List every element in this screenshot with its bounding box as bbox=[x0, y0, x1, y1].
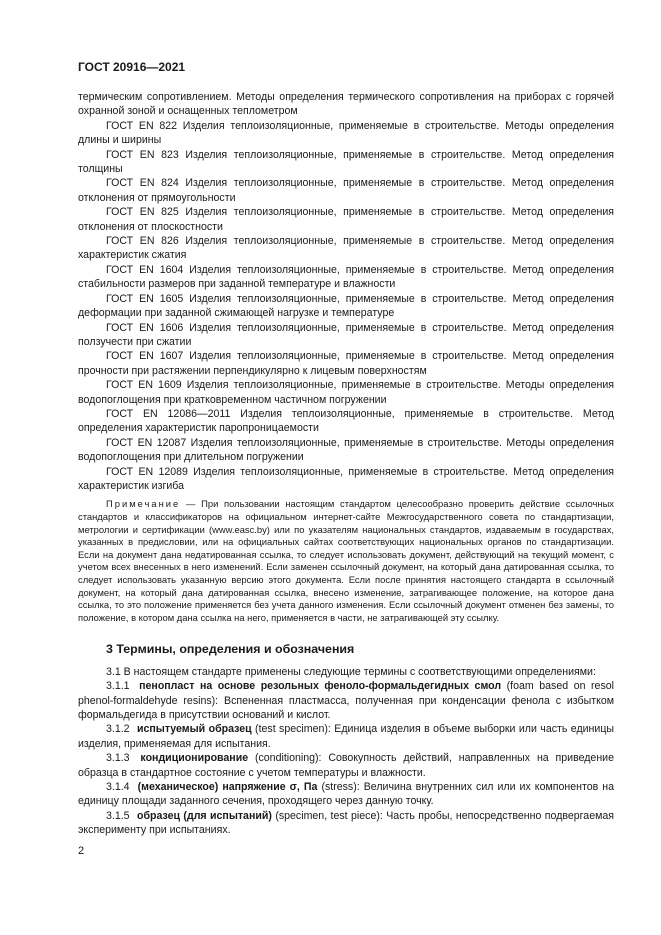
reference-item: ГОСТ EN 12086—2011 Изделия теплоизоляционные, применяемые в строительстве. Метод определения характеристик паропроницаемости bbox=[78, 407, 614, 435]
term-number: 3.1.5 bbox=[106, 809, 130, 822]
reference-item: ГОСТ EN 1604 Изделия теплоизоляционные, применяемые в строительстве. Метод определения стабильности размеров при заданной температуре и влажности bbox=[78, 263, 614, 291]
term-number: 3.1.2 bbox=[106, 723, 130, 736]
reference-item: ГОСТ EN 1609 Изделия теплоизоляционные, применяемые в строительстве. Методы определения водопоглощения при кратковременном частичном погружении bbox=[78, 379, 614, 406]
reference-item: ГОСТ EN 823 Изделия теплоизоляционные, применяемые в строительстве. Метод определения толщины bbox=[78, 148, 614, 176]
reference-item: ГОСТ EN 1607 Изделия теплоизоляционные, применяемые в строительстве. Метод определения прочности при растяжении перпендикулярно к лицевым поверхностям bbox=[78, 350, 614, 377]
reference-item: ГОСТ EN 826 Изделия теплоизоляционные, применяемые в строительстве. Метод определения характеристик сжатия bbox=[78, 235, 614, 262]
term-text: (specimen, test piece): Часть пробы, непосредственно подвергаемая эксперименту при испытаниях. bbox=[78, 809, 614, 837]
reference-item: ГОСТ EN 824 Изделия теплоизоляционные, применяемые в строительстве. Метод определения отклонения от прямоугольности bbox=[78, 177, 614, 204]
term-number: 3.1.3 bbox=[106, 752, 130, 765]
reference-item: ГОСТ EN 825 Изделия теплоизоляционные, применяемые в строительстве. Метод определения отклонения от плоскостности bbox=[78, 206, 614, 233]
intro-paragraph: термическим сопротивлением. Методы определения термического сопротивления на приборах с горячей охранной зоной и оснащенных теплометром bbox=[78, 91, 614, 118]
section-heading: 3 Термины, определения и обозначения bbox=[106, 642, 355, 657]
note-label: Примечание bbox=[106, 498, 181, 510]
term-name: (механическое) напряжение σ, Па bbox=[137, 780, 318, 793]
term-text: (test specimen): Единица изделия в объеме выборки или часть единицы изделия, применяемая для испытания. bbox=[78, 723, 614, 750]
reference-item: ГОСТ EN 822 Изделия теплоизоляционные, применяемые в строительстве. Методы определения длины и ширины bbox=[78, 119, 614, 147]
term-name: испытуемый образец bbox=[136, 723, 252, 736]
reference-item: ГОСТ EN 12087 Изделия теплоизоляционные, применяемые в строительстве. Методы определения водопоглощения при длительном погружении bbox=[78, 436, 614, 464]
term-definition bbox=[78, 780, 614, 809]
reference-item: ГОСТ EN 1605 Изделия теплоизоляционные, применяемые в строительстве. Метод определения деформации при заданной сжимающей нагрузке и температуре bbox=[78, 292, 614, 320]
document-header: ГОСТ 20916—2021 bbox=[78, 60, 186, 74]
term-definition bbox=[78, 679, 614, 722]
term-name: пенопласт на основе резольных феноло-формальдегидных смол bbox=[139, 680, 502, 693]
term-text: (conditioning): Совокупность действий, направленных на приведение образца в стандартное состояние с учетом температуры и влажности. bbox=[78, 752, 614, 779]
term-number: 3.1.1 bbox=[106, 680, 130, 693]
page-content bbox=[78, 90, 614, 838]
section-intro: 3.1 В настоящем стандарте применены следующие термины с соответствующими определениями: bbox=[106, 665, 596, 678]
page-number: 2 bbox=[78, 845, 85, 857]
term-number: 3.1.4 bbox=[106, 780, 130, 793]
note-paragraph bbox=[78, 498, 614, 624]
term-name: образец (для испытаний) bbox=[136, 809, 272, 822]
term-text: (stress): Величина внутренних сил или их компонентов на единицу площади заданного сечения, проходящего через данную точку. bbox=[78, 780, 615, 808]
term-definition bbox=[78, 809, 614, 838]
term-definition bbox=[78, 751, 614, 780]
term-definition bbox=[78, 722, 614, 751]
note-text: — При пользовании настоящим стандартом целесообразно проверить действие ссылочных стандартов и классификаторов на официальном интернет-сайте Межгосударственного совета по стандартизации, метрологии и сертификации (www.easc.by) или по указателям национальных стандартов, издаваемым в государствах, указанных в предисловии, или на официальных сайтах соответствующих национальных органов по стандартизации. Если на документ дана недатированная ссылка, то следует использовать документ, действующий на текущий момент, с учетом всех внесенных в него изменений. Если заменен ссылочный документ, на который дана датированная ссылка, то следует использовать указанную версию этого документа. Если после принятия настоящего стандарта в ссылочный документ, на который дана датированная ссылка, внесено изменение, затрагивающее положение, на которое дана ссылка, то это положение применяется без учета данного изменения. Если ссылочный документ отменен без замены, то положение, в котором дана ссылка на него, применяется в части, не затрагивающей эту ссылку. bbox=[78, 498, 614, 623]
term-text: (foam based on resol phenol-formaldehyde resins): Вспененная пластмасса, полученная при конденсации фенола с избытком формальдегида в присутствии оснований и кислот. bbox=[78, 680, 614, 721]
reference-item: ГОСТ EN 1606 Изделия теплоизоляционные, применяемые в строительстве. Метод определения ползучести при сжатии bbox=[78, 321, 614, 348]
term-name: кондиционирование bbox=[140, 752, 249, 765]
reference-item: ГОСТ EN 12089 Изделия теплоизоляционные, применяемые в строительстве. Метод определения характеристик изгиба bbox=[78, 465, 614, 492]
